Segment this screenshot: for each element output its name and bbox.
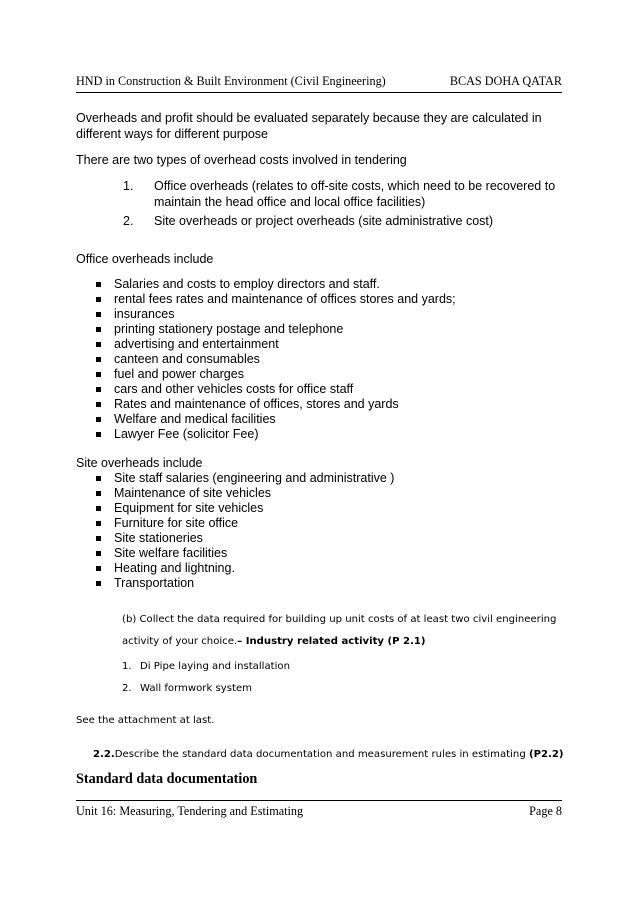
- site-overheads-title: Site overheads include: [76, 456, 203, 470]
- office-overhead-item: fuel and power charges: [96, 367, 566, 382]
- question-b: [122, 609, 570, 653]
- office-overhead-item: rental fees rates and maintenance of offices stores and yards;: [96, 292, 566, 307]
- site-overhead-item: Site staff salaries (engineering and administrative ): [96, 471, 566, 486]
- activity-item: [122, 678, 566, 700]
- header-course-title: HND in Construction & Built Environment (Civil Engineering): [76, 74, 386, 88]
- office-overhead-item: canteen and consumables: [96, 352, 566, 367]
- office-overhead-item: printing stationery postage and telephone: [96, 322, 566, 337]
- office-overhead-item: advertising and entertainment: [96, 337, 566, 352]
- question-2-2-number: 2.2.: [93, 749, 115, 760]
- activity-text: Di Pipe laying and installation: [140, 661, 290, 672]
- site-overhead-item: Furniture for site office: [96, 516, 566, 531]
- office-overhead-item: Lawyer Fee (solicitor Fee): [96, 427, 566, 442]
- page-footer: [76, 800, 562, 819]
- overhead-type-number: 2.: [123, 214, 134, 228]
- standard-data-heading: Standard data documentation: [76, 771, 258, 787]
- overhead-type-item: [123, 213, 566, 229]
- intro-paragraph: Overheads and profit should be evaluated separately because they are calculated in different ways for different purpose: [76, 111, 542, 141]
- office-overheads-list: [76, 277, 566, 442]
- footer-page-number: Page 8: [529, 804, 562, 818]
- overhead-type-number: 1.: [123, 179, 134, 193]
- overhead-type-text: Site overheads or project overheads (site administrative cost): [154, 214, 494, 228]
- overhead-types-list: [123, 178, 566, 229]
- question-b-text: (b) Collect the data required for building up unit costs of at least two civil engineering activity of your choice.: [122, 614, 557, 647]
- office-overhead-item: cars and other vehicles costs for office staff: [96, 382, 566, 397]
- site-overhead-item: Site stationeries: [96, 531, 566, 546]
- activity-item: [122, 656, 566, 678]
- document-body: [76, 110, 566, 799]
- activity-number: 1.: [122, 661, 132, 672]
- activity-list: [122, 656, 566, 700]
- header-institution: BCAS DOHA QATAR: [449, 74, 562, 88]
- office-overhead-item: Rates and maintenance of offices, stores and yards: [96, 397, 566, 412]
- overhead-types-intro: There are two types of overhead costs involved in tendering: [76, 153, 407, 167]
- question-b-activity-reference: – Industry related activity (P 2.1): [237, 636, 426, 647]
- site-overhead-item: Transportation: [96, 576, 566, 591]
- site-overheads-list: [76, 471, 566, 591]
- question-2-2: [93, 747, 566, 763]
- site-overhead-item: Equipment for site vehicles: [96, 501, 566, 516]
- footer-unit-title: Unit 16: Measuring, Tendering and Estimating: [76, 804, 304, 818]
- question-2-2-text: Describe the standard data documentation and measurement rules in estimating: [114, 749, 526, 760]
- office-overheads-title: Office overheads include: [76, 252, 214, 266]
- office-overhead-item: insurances: [96, 307, 566, 322]
- overhead-type-item: [123, 178, 566, 210]
- office-overhead-item: Welfare and medical facilities: [96, 412, 566, 427]
- overhead-type-text: Office overheads (relates to off-site costs, which need to be recovered to maintain the head office and local office facilities): [154, 179, 556, 209]
- site-overhead-item: Site welfare facilities: [96, 546, 566, 561]
- site-overhead-item: Maintenance of site vehicles: [96, 486, 566, 501]
- office-overhead-item: Salaries and costs to employ directors and staff.: [96, 277, 566, 292]
- site-overhead-item: Heating and lightning.: [96, 561, 566, 576]
- question-2-2-reference: (P2.2): [528, 749, 564, 760]
- attachment-note: See the attachment at last.: [76, 715, 215, 726]
- activity-text: Wall formwork system: [140, 683, 252, 694]
- page-header: [76, 74, 562, 93]
- activity-number: 2.: [122, 683, 132, 694]
